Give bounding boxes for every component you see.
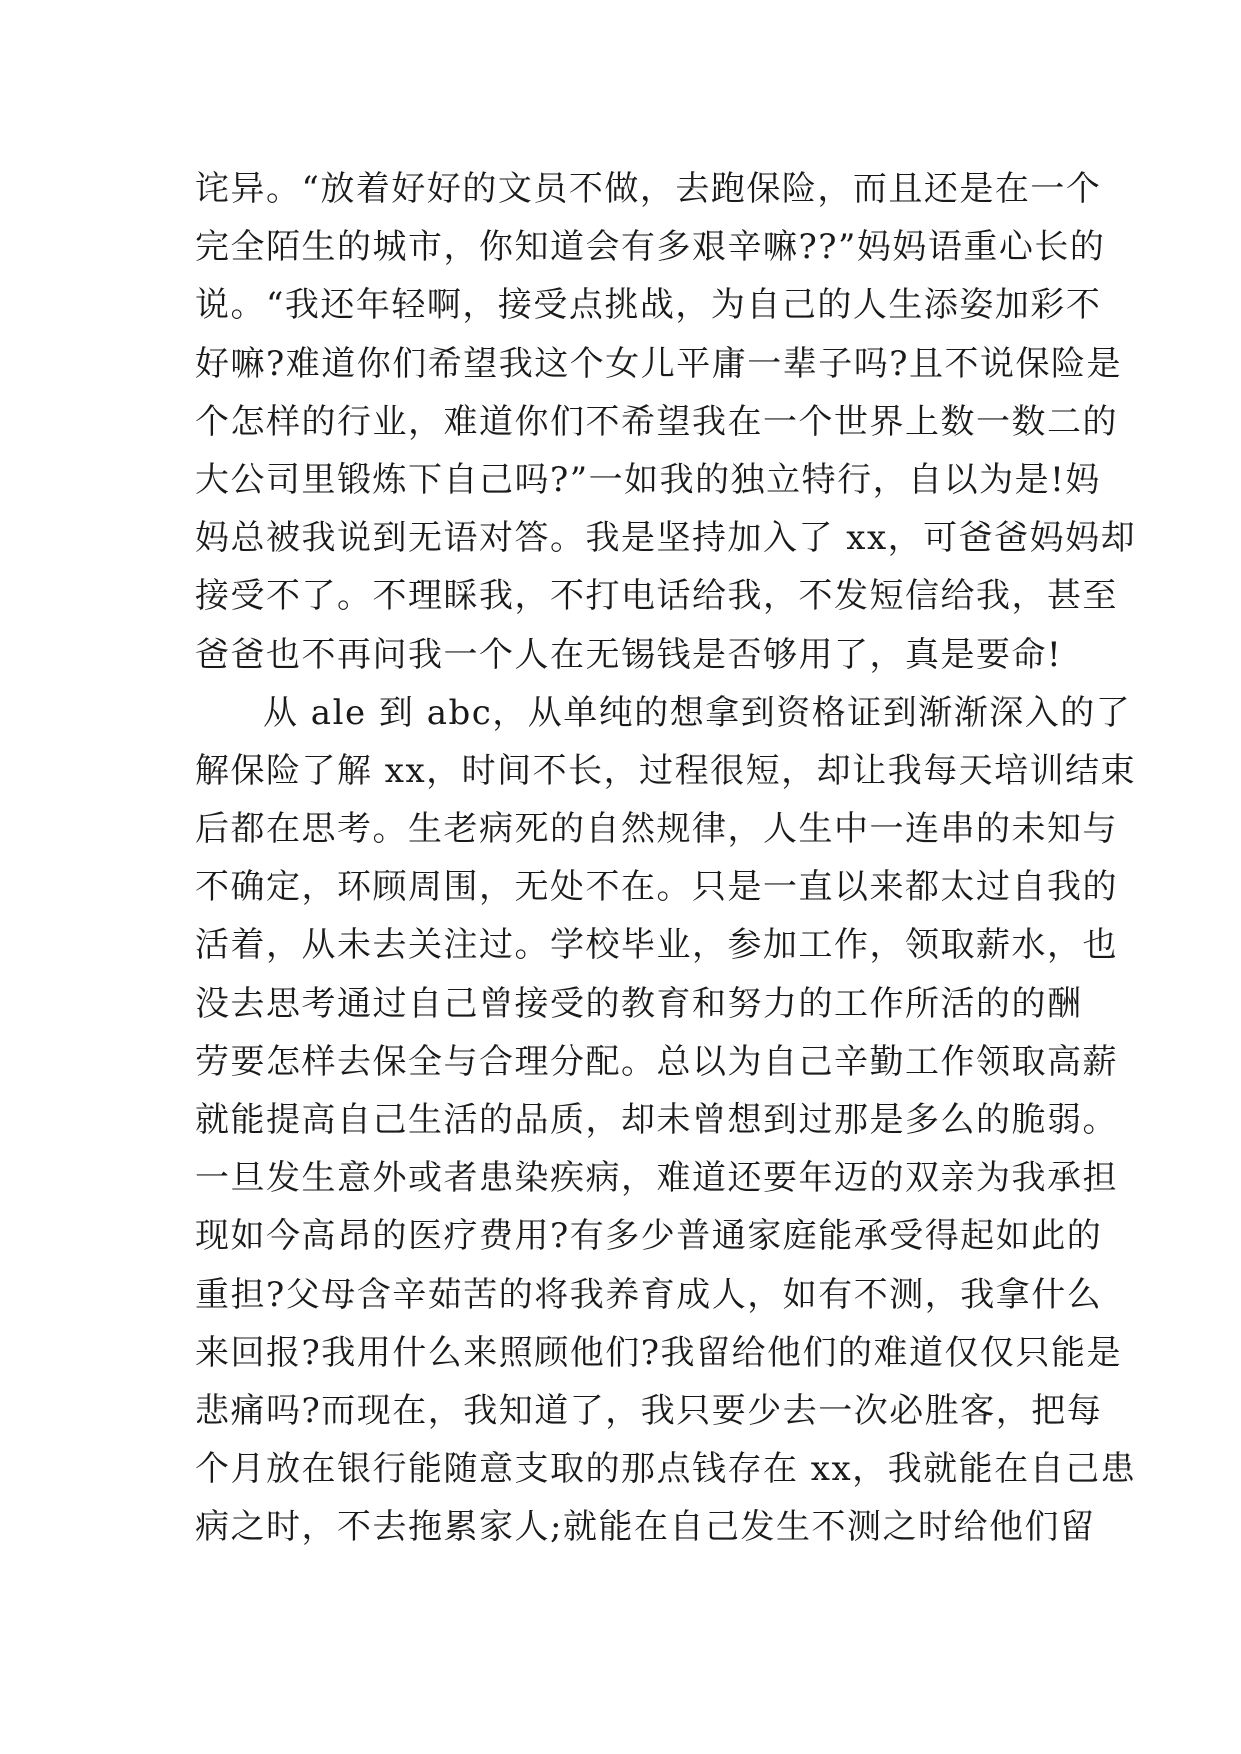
text-line: 妈总被我说到无语对答。我是坚持加入了 xx，可爸爸妈妈却 (195, 518, 1137, 559)
text-line: 来回报?我用什么来照顾他们?我留给他们的难道仅仅只能是 (195, 1332, 1122, 1373)
text-line: 一旦发生意外或者患染疾病，难道还要年迈的双亲为我承担 (195, 1158, 1118, 1199)
text-line: 个怎样的行业，难道你们不希望我在一个世界上数一数二的 (195, 401, 1118, 442)
text-line: 活着，从未去关注过。学校毕业，参加工作，领取薪水，也 (195, 925, 1118, 966)
text-line: 就能提高自己生活的品质，却未曾想到过那是多么的脆弱。 (195, 1100, 1118, 1140)
text-line: 完全陌生的城市，你知道会有多艰辛嘛??”妈妈语重心长的 (195, 227, 1106, 268)
text-line: 说。“我还年轻啊，接受点挑战，为自己的人生添姿加彩不 (195, 285, 1102, 326)
text-line: 解保险了解 xx，时间不长，过程很短，却让我每天培训结束 (195, 750, 1137, 791)
text-line: 后都在思考。生老病死的自然规律，人生中一连串的未知与 (195, 809, 1118, 850)
text-line: 悲痛吗?而现在，我知道了，我只要少去一次必胜客，把每 (195, 1390, 1103, 1431)
text-line: 没去思考通过自己曾接受的教育和努力的工作所活的的酬 (195, 983, 1083, 1024)
body-text (195, 160, 1137, 1557)
text-line: 好嘛?难道你们希望我这个女儿平庸一辈子吗?且不说保险是 (195, 343, 1122, 384)
paragraph-start-line: 从 ale 到 abc，从单纯的想拿到资格证到渐渐深入的了 (263, 692, 1132, 733)
text-line: 爸爸也不再问我一个人在无锡钱是否够用了，真是要命! (195, 634, 1063, 675)
text-line: 重担?父母含辛茹苦的将我养育成人，如有不测，我拿什么 (195, 1274, 1103, 1315)
text-line: 大公司里锻炼下自己吗?”一如我的独立特行，自以为是!妈 (195, 459, 1101, 500)
text-line: 接受不了。不理睬我，不打电话给我，不发短信给我，甚至 (195, 576, 1118, 617)
text-line: 劳要怎样去保全与合理分配。总以为自己辛勤工作领取高薪 (195, 1041, 1118, 1082)
text-line: 个月放在银行能随意支取的那点钱存在 xx，我就能在自己患 (195, 1449, 1137, 1490)
text-line: 病之时，不去拖累家人;就能在自己发生不测之时给他们留 (195, 1507, 1096, 1548)
text-line: 现如今高昂的医疗费用?有多少普通家庭能承受得起如此的 (195, 1216, 1103, 1257)
text-line: 诧异。“放着好好的文员不做，去跑保险，而且还是在一个 (195, 169, 1102, 209)
text-line: 不确定，环顾周围，无处不在。只是一直以来都太过自我的 (195, 867, 1118, 908)
